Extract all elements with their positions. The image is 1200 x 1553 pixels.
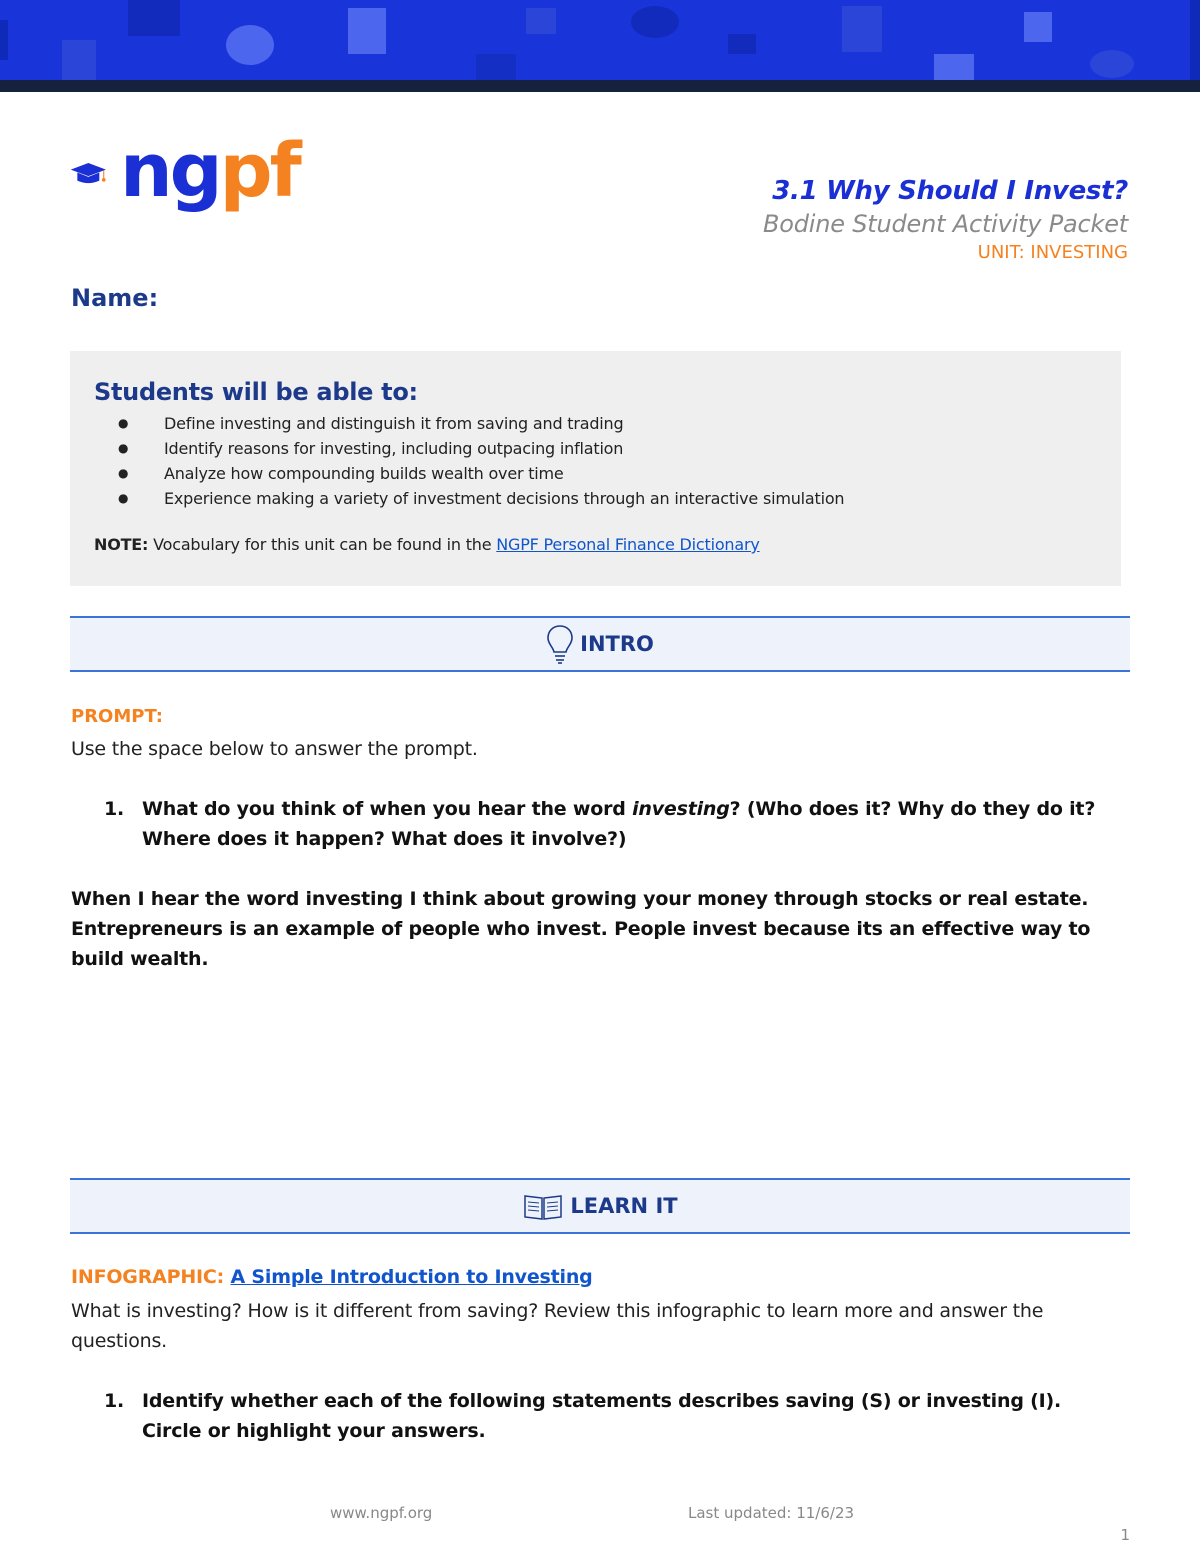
question-number: 1. xyxy=(104,1390,125,1412)
question-text-end: ? (Who does it? Why do they do it? Where does it happen? What does it involve?) xyxy=(142,798,1096,850)
logo-text-pf: pf xyxy=(219,128,299,214)
header-banner xyxy=(0,0,1200,80)
lightbulb-icon xyxy=(546,623,574,665)
page-number: 1 xyxy=(1120,1526,1130,1544)
question-number: 1. xyxy=(104,798,125,820)
logo-text-ng: ng xyxy=(120,128,220,214)
question-text-start: What do you think of when you hear the word xyxy=(142,798,633,820)
logo-wordmark xyxy=(120,126,299,216)
infographic-line xyxy=(71,1266,593,1288)
objective-item: ● Identify reasons for investing, including outpacing inflation xyxy=(118,436,1097,461)
infographic-description: What is investing? How is it different from saving? Review this infographic to learn more and answer the questions. xyxy=(71,1300,1044,1352)
name-label: Name: xyxy=(71,284,159,312)
objective-item: ● Define investing and distinguish it from saving and trading xyxy=(118,411,1097,436)
objectives-heading: Students will be able to: xyxy=(94,378,418,406)
dictionary-link[interactable]: NGPF Personal Finance Dictionary xyxy=(496,535,760,554)
prompt-instructions: Use the space below to answer the prompt. xyxy=(71,738,478,760)
objective-item: ● Experience making a variety of investment decisions through an interactive simulation xyxy=(118,486,1097,511)
learn-it-label: LEARN IT xyxy=(570,1194,678,1218)
footer-updated: Last updated: 11/6/23 xyxy=(688,1504,855,1522)
learn-it-question xyxy=(104,1386,1114,1446)
document-subtitle: Bodine Student Activity Packet xyxy=(762,210,1128,238)
intro-section-bar xyxy=(70,616,1130,672)
objectives-box xyxy=(70,351,1121,586)
unit-label: UNIT: INVESTING xyxy=(977,242,1128,263)
vocabulary-note xyxy=(94,535,1097,554)
document-title: 3.1 Why Should I Invest? xyxy=(772,176,1128,206)
question-text: Identify whether each of the following statements describes saving (S) or investing (I). Circle or highlight your answers. xyxy=(142,1390,1061,1442)
banner-strip xyxy=(0,80,1200,92)
banner-decoration xyxy=(0,0,1200,80)
infographic-label: INFOGRAPHIC: xyxy=(71,1266,225,1288)
learn-it-section-bar xyxy=(70,1178,1130,1234)
question-text xyxy=(142,794,1114,854)
note-text: Vocabulary for this unit can be found in the xyxy=(148,535,497,554)
question-emphasis: investing xyxy=(632,798,730,820)
intro-answer[interactable]: When I hear the word investing I think about growing your money through stocks or real estate. Entrepreneurs is an example of people who invest. People invest because its an effective way to build wealth. xyxy=(71,888,1091,970)
infographic-link[interactable]: A Simple Introduction to Investing xyxy=(230,1266,593,1288)
intro-question xyxy=(104,794,1114,854)
objectives-list xyxy=(118,411,1097,511)
prompt-label: PROMPT: xyxy=(71,706,163,727)
note-label: NOTE: xyxy=(94,535,149,554)
title-block xyxy=(763,174,1128,266)
intro-label: INTRO xyxy=(580,632,654,656)
book-icon xyxy=(522,1191,564,1221)
objective-item: ● Analyze how compounding builds wealth over time xyxy=(118,461,1097,486)
footer-website: www.ngpf.org xyxy=(330,1504,433,1522)
